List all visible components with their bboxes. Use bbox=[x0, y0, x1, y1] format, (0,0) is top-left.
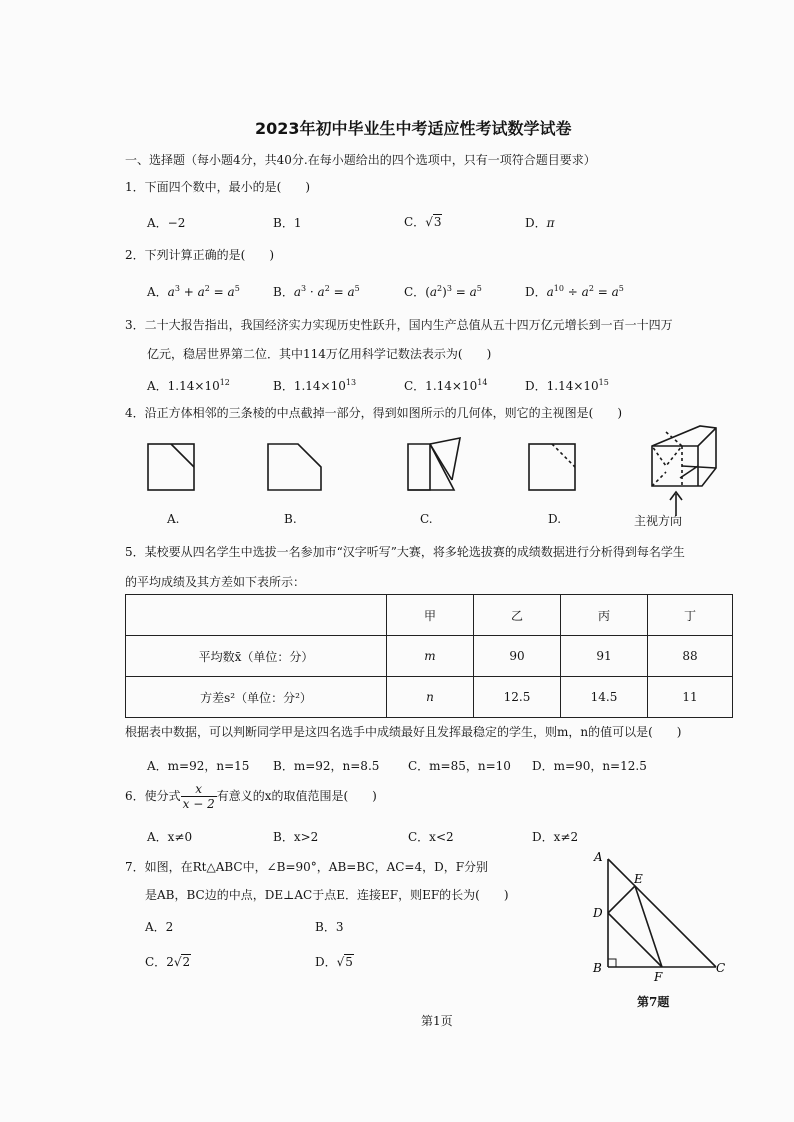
table-header-cell: 丙 bbox=[561, 595, 648, 636]
table-row bbox=[126, 677, 733, 718]
table-cell: m bbox=[387, 636, 474, 677]
q2-exp: 3 bbox=[174, 284, 180, 293]
q7-option-d-radicand: 5 bbox=[345, 955, 353, 969]
q7-label-f: F bbox=[654, 970, 663, 984]
q2-var: a bbox=[197, 285, 205, 299]
q2-op: = bbox=[329, 285, 348, 299]
table-row bbox=[126, 636, 733, 677]
q7-label-c: C bbox=[716, 961, 726, 975]
q2-var: a bbox=[167, 285, 175, 299]
q2-option-a bbox=[147, 283, 240, 300]
q2-exp: 3 bbox=[300, 284, 307, 293]
q3-option-a-exp: 12 bbox=[219, 378, 230, 387]
q4-stem: 4．沿正方体相邻的三条棱的中点截掉一部分，得到如图所示的几何体，则它的主视图是( ) bbox=[125, 406, 623, 420]
q1-option-d-value: π bbox=[546, 216, 555, 230]
q2-op: = bbox=[209, 285, 228, 299]
q3-option-a-label: A．1.14×10 bbox=[147, 379, 220, 393]
q2-var: a bbox=[227, 285, 235, 299]
q2-option-c-label: C． bbox=[404, 285, 426, 299]
q7-segment-ef bbox=[635, 886, 662, 967]
q7-figure bbox=[588, 845, 738, 984]
q4-direction-label: 主视方向 bbox=[634, 514, 683, 528]
q6-stem bbox=[125, 782, 377, 811]
q3-option-c-label: C．1.14×10 bbox=[404, 379, 478, 393]
q4-option-c-figure bbox=[408, 438, 460, 490]
q3-option-d bbox=[525, 377, 609, 394]
q7-figure-caption: 第7题 bbox=[637, 995, 670, 1009]
q7-option-a: A．2 bbox=[145, 920, 174, 934]
q7-stem-line2: 是AB，BC边的中点，DE⊥AC于点E．连接EF，则EF的长为( ) bbox=[145, 888, 509, 902]
q7-segment-ac bbox=[608, 859, 716, 967]
q2-op: ÷ bbox=[563, 285, 582, 299]
q3-stem-line2: 亿元，稳居世界第二位．其中114万亿用科学记数法表示为( ) bbox=[147, 347, 492, 361]
q2-option-a-label: A． bbox=[147, 285, 168, 299]
q5-option-c: C．m=85，n=10 bbox=[408, 759, 511, 773]
q7-label-d: D bbox=[593, 906, 603, 920]
q7-label-e: E bbox=[634, 872, 643, 886]
q6-fraction-numerator: x bbox=[181, 782, 217, 797]
table-cell: 88 bbox=[648, 636, 733, 677]
table-cell: 14.5 bbox=[561, 677, 648, 718]
q2-option-b bbox=[273, 283, 360, 300]
q7-segment-de bbox=[608, 886, 635, 913]
q6-fraction bbox=[181, 782, 217, 811]
table-cell: 91 bbox=[561, 636, 648, 677]
table-row-label: 平均数x̄（单位：分） bbox=[126, 636, 387, 677]
q6-option-d: D．x≠2 bbox=[532, 830, 579, 844]
q7-option-c-radicand: 2 bbox=[182, 955, 191, 969]
q3-option-c-exp: 14 bbox=[477, 378, 488, 387]
q5-option-d: D．m=90，n=12.5 bbox=[532, 759, 647, 773]
q2-option-d-label: D． bbox=[525, 285, 547, 299]
q7-option-c: C．2√2 bbox=[145, 955, 191, 969]
q1-option-c-label: C． bbox=[404, 215, 426, 229]
q2-var: a bbox=[429, 285, 438, 299]
q4-option-a-figure bbox=[148, 444, 194, 490]
q2-op: ( bbox=[425, 285, 430, 299]
table-cell: n bbox=[387, 677, 474, 718]
q6-stem-post: 有意义的x的取值范围是( ) bbox=[216, 789, 377, 803]
q2-exp: 5 bbox=[234, 284, 240, 293]
q4-cube-figure bbox=[652, 426, 716, 486]
q3-option-a bbox=[147, 377, 230, 394]
q4-label-b: B. bbox=[284, 512, 297, 526]
q1-option-d bbox=[525, 214, 555, 231]
page-number: 第1页 bbox=[421, 1014, 453, 1028]
q5-stem-line2: 的平均成绩及其方差如下表所示： bbox=[125, 575, 306, 589]
q6-option-c: C．x<2 bbox=[408, 830, 454, 844]
q2-var: a bbox=[581, 285, 589, 299]
page-title: 2023年初中毕业生中考适应性考试数学试卷 bbox=[255, 119, 572, 138]
q3-option-c bbox=[404, 377, 487, 394]
q1-stem: 1．下面四个数中，最小的是( ) bbox=[125, 180, 310, 194]
table-row-label: 方差s²（单位：分²） bbox=[126, 677, 387, 718]
table-header-row bbox=[126, 595, 733, 636]
q2-exp: 5 bbox=[354, 284, 360, 293]
q3-option-b-label: B．1.14×10 bbox=[273, 379, 346, 393]
q2-var: a bbox=[611, 285, 619, 299]
q3-stem-line1: 3．二十大报告指出，我国经济实力实现历史性跃升，国内生产总值从五十四万亿元增长到一百一十四万 bbox=[125, 318, 673, 332]
q2-op: · bbox=[306, 285, 318, 299]
q7-label-a: A bbox=[594, 850, 603, 864]
table-header-cell: 丁 bbox=[648, 595, 733, 636]
q5-stem-line1: 5．某校要从四名学生中选拔一名参加市“汉字听写”大赛，将多轮选拔赛的成绩数据进行分析得到每名学生 bbox=[125, 545, 685, 559]
q3-option-d-exp: 15 bbox=[598, 378, 609, 387]
q1-option-c-radicand: 3 bbox=[433, 215, 442, 229]
q6-fraction-denominator: x − 2 bbox=[182, 797, 215, 811]
q2-exp: 5 bbox=[476, 284, 482, 293]
q6-option-a: A．x≠0 bbox=[147, 830, 193, 844]
q1-option-d-label: D． bbox=[525, 216, 547, 230]
q2-op: ) bbox=[442, 285, 447, 299]
q2-op: = bbox=[593, 285, 612, 299]
q4-label-c: C. bbox=[420, 512, 433, 526]
q2-exp: 10 bbox=[553, 284, 564, 293]
q4-option-d-figure bbox=[529, 444, 575, 490]
q1-option-a: A．−2 bbox=[147, 216, 186, 230]
q2-option-d bbox=[525, 283, 624, 300]
q2-op: = bbox=[451, 285, 470, 299]
q5-option-b: B．m=92，n=8.5 bbox=[273, 759, 380, 773]
q2-var: a bbox=[293, 285, 301, 299]
q6-option-b: B．x>2 bbox=[273, 830, 319, 844]
table-corner-cell bbox=[126, 595, 387, 636]
q2-exp: 2 bbox=[324, 284, 330, 293]
q2-exp: 3 bbox=[446, 284, 452, 293]
table-header-cell: 乙 bbox=[474, 595, 561, 636]
q2-option-c bbox=[404, 283, 482, 300]
q7-option-c-coef: 2 bbox=[166, 955, 174, 969]
q2-exp: 2 bbox=[437, 284, 443, 293]
q4-option-b-figure bbox=[268, 444, 321, 490]
q7-label-b: B bbox=[593, 961, 602, 975]
q7-stem-line1: 7．如图，在Rt△ABC中，∠B=90°，AB=BC，AC=4，D，F分别 bbox=[125, 860, 489, 874]
q4-label-a: A. bbox=[167, 512, 180, 526]
q2-var: a bbox=[546, 285, 554, 299]
q2-exp: 5 bbox=[618, 284, 624, 293]
q2-stem: 2．下列计算正确的是( ) bbox=[125, 248, 274, 262]
table-cell: 12.5 bbox=[474, 677, 561, 718]
q2-option-b-label: B． bbox=[273, 285, 294, 299]
q7-right-angle-b bbox=[608, 959, 616, 967]
q3-option-b bbox=[273, 377, 356, 394]
q5-table bbox=[125, 594, 733, 718]
q1-option-c: C．√3 bbox=[404, 215, 442, 229]
q1-option-b: B．1 bbox=[273, 216, 302, 230]
q2-var: a bbox=[347, 285, 355, 299]
q6-stem-pre: 6．使分式 bbox=[125, 789, 181, 803]
table-header-cell: 甲 bbox=[387, 595, 474, 636]
q4-label-d: D. bbox=[548, 512, 562, 526]
q5-after-table: 根据表中数据，可以判断同学甲是这四名选手中成绩最好且发挥最稳定的学生，则m，n的值可以是( ) bbox=[125, 725, 682, 739]
q2-var: a bbox=[469, 285, 477, 299]
q2-var: a bbox=[317, 285, 325, 299]
table-cell: 11 bbox=[648, 677, 733, 718]
section-heading: 一、选择题（每小题4分，共40分.在每小题给出的四个选项中，只有一项符合题目要求） bbox=[125, 153, 596, 167]
q3-option-b-exp: 13 bbox=[345, 378, 357, 387]
q7-option-d: D．√5 bbox=[315, 955, 353, 969]
q2-exp: 2 bbox=[588, 284, 594, 293]
q7-option-d-label: D． bbox=[315, 955, 337, 969]
q2-exp: 2 bbox=[204, 284, 210, 293]
q3-option-d-label: D．1.14×10 bbox=[525, 379, 599, 393]
table-cell: 90 bbox=[474, 636, 561, 677]
q7-option-c-label: C． bbox=[145, 955, 167, 969]
q2-op: + bbox=[179, 285, 198, 299]
q5-option-a: A．m=92，n=15 bbox=[147, 759, 250, 773]
q7-option-b: B．3 bbox=[315, 920, 344, 934]
